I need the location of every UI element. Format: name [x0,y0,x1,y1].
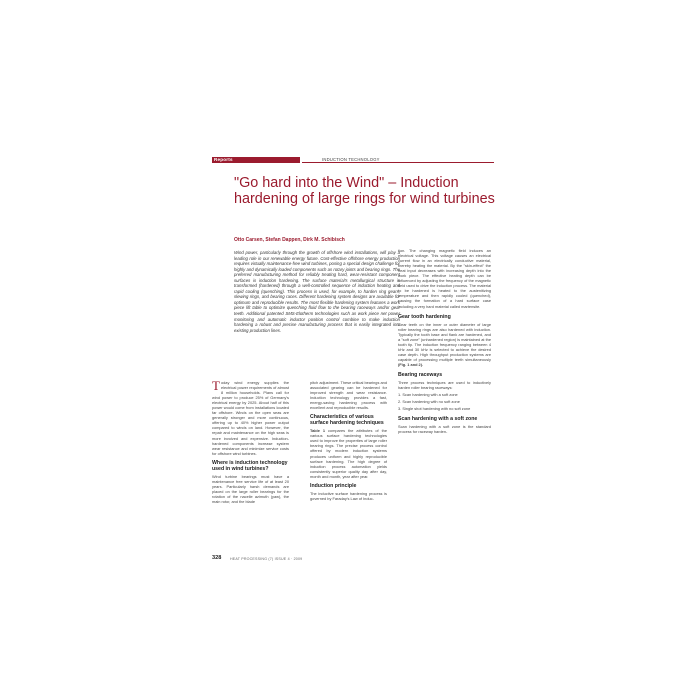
intro-text: oday wind energy supplies the electrical power requirements of almost 8 million households. Plans call for wind power to produce 25% of Germany's electrical energy by 2025. About half of this power would come from installations located far offshore. Winds on the open seas are generally stronger and more continuous, offering up to 40% higher power output compared to winds on land. However, the repair and maintenance on the high seas is more involved and expensive. Induction-hardened components increase system wear resistance and minimize service costs for offshore wind turbines. [212,380,289,456]
article-title: "Go hard into the Wind" – Induction hardening of large rings for wind turbines [234,175,495,207]
characteristics-text: compares the attributes of the various surface hardening technologies used to improve the properties of large roller bearing rings. The precise process control offered by modern induction systems produces uniform and highly reproducible surface hardening. The high degree of induction process automation yields consistently superior quality day after day, month and month, year after year. [310,428,387,479]
heading-where-used: Where is induction technology used in wind turbines? [212,459,288,472]
paragraph-induction-cont: tion. The changing magnetic field induces an electrical voltage. This voltage causes an electrical current flow in an electrically conductive material, thereby heating the material. By the "skin-effect" the heat input decreases with increasing depth into the work piece. The effective heating depth can be influenced by adjusting the frequency of the magnetic field used to drive the induction process. The material to be hardened is heated to the austenitizing temperature and then rapidly cooled (quenched), causing the formation of a hard surface case including a very hard material called martensite. [398,248,491,309]
list-item: 3. Single shot hardening with no soft zone [398,406,471,412]
figure-reference: (Fig. 1 and 2). [398,361,424,367]
paragraph-where-used: Wind turbine bearings must have a maintenance free service life of at least 20 years. Particularly harsh demands are placed on the large roller bearings for the rotation of the nacelle azimuth (yaw), the main rotor, and the blade [212,473,289,504]
page-number: 328 [212,555,222,561]
heading-gear-tooth: Gear tooth hardening [398,313,451,320]
paragraph-bearing-raceways: Three process techniques are used to inductively harden roller bearing raceways: [398,379,491,391]
paragraph-characteristics [310,428,387,478]
intro-paragraph [212,380,289,456]
article-abstract: Wind power, particularly through the growth of offshore wind installations, will play a leading role in our renewable energy future. Cost-effective offshore energy production requires virtually maintenance-free wind turbines, posing a special design challenge for highly and dynamically loaded components such as rotary joints and bearing rings. The preferred manufacturing method for reliably treating hard, wear-resistant component surfaces is induction hardening. The surface material's metallurgical structure is transformed (hardened) through a well-controlled sequence of induction heating and rapid cooling (quenching). This process is used, for example, to harden ring gears, slewing rings, and bearing races. Different hardening system designs are available for optimum and reproducible results. The most flexible hardening system features a work piece lift table to optimize quenching fluid flow to the bearing raceways and/or gear teeth. Additional patented SMS-Elotherm technologies such as work piece net power monitoring and automatic inductor position control combine to make induction hardening a robust and precise manufacturing process that is easily integrated into existing production lines. [234,250,400,333]
heading-bearing-raceways: Bearing raceways [398,371,443,378]
column-2 [310,380,387,503]
list-item: 1. Scan hardening with a soft zone [398,392,458,398]
gear-tooth-text: Gear teeth on the inner or outer diameter of large roller bearing rings are also hardened with induction. Typically the tooth base and flank are hardened, and a "soft zone" (unhardened region) is maintained at the tooth tip. The induction frequency ranging between 4 kHz and 30 kHz is selected to achieve the desired case depth. High throughput production systems are capable of processing multiple teeth simultaneously [398,321,491,362]
journal-citation: HEAT PROCESSING (7) ISSUE 4 · 2009 [230,556,303,561]
page-footer [212,555,494,563]
heading-scan-soft-zone: Scan hardening with a soft zone [398,416,478,423]
paragraph-gear-tooth [398,322,491,367]
column-3 [398,248,491,436]
list-item: 2. Scan hardening with no soft zone [398,399,460,405]
article-authors: Otto Carsen, Stefan Dappen, Dirk M. Schibisch [234,237,345,243]
drop-cap: T [212,378,220,393]
paragraph-scan-soft-zone: Scan hardening with a soft zone is the standard process for raceway harden- [398,424,491,435]
paragraph-induction-principle: The inductive surface hardening process is governed by Faraday's Law of Induc- [310,490,387,501]
paragraph-pitch: pitch adjustment. These critical bearings and associated gearing can be hardened for improved strength and wear resistance. Induction technology provides a fast, energy-saving hardening process with excellent and reproducible results. [310,380,387,411]
article-page [198,138,504,566]
table-reference: Table 1 [310,428,326,434]
heading-characteristics: Characteristics of various surface hardening techniques [310,414,384,427]
section-header [212,157,494,164]
column-1 [212,380,289,506]
section-name: INDUCTION TECHNOLOGY [322,157,380,162]
heading-induction-principle: Induction principle [310,482,357,489]
section-tag: Reports [212,157,300,163]
